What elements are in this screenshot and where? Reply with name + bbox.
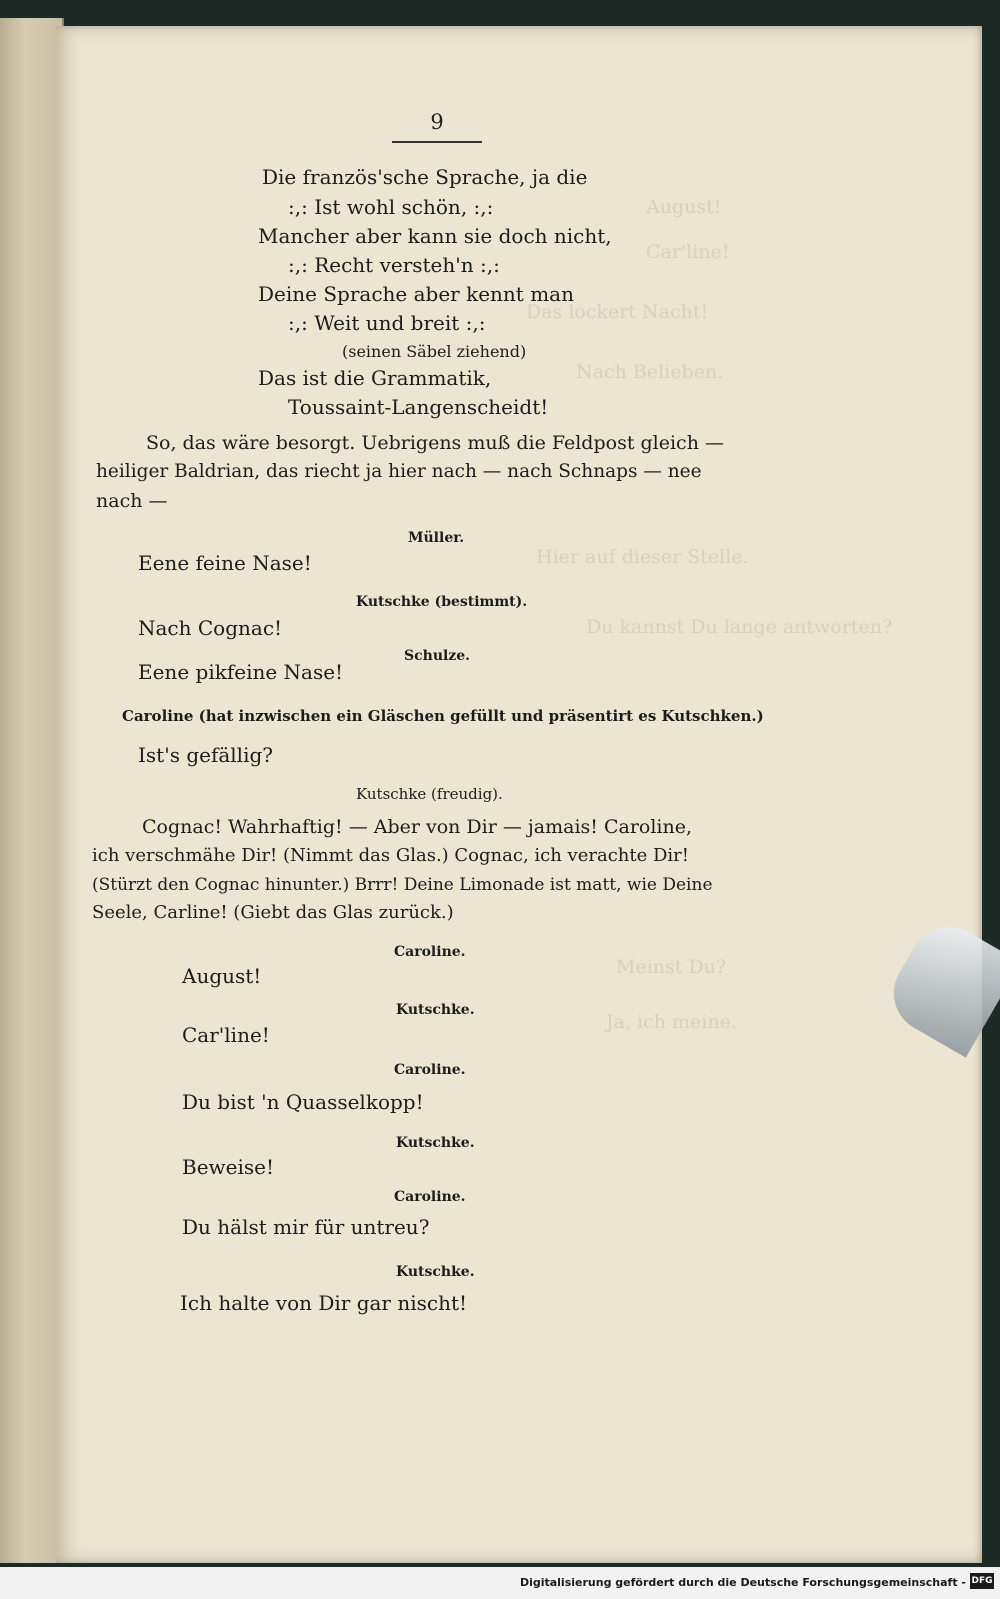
prose-line: Cognac! Wahrhaftig! — Aber von Dir — jamais! Caroline, (142, 816, 693, 838)
verse-line: :,: Weit und breit :,: (288, 311, 486, 335)
dialogue-line: Car'line! (182, 1023, 270, 1047)
dialogue-line: Eene pikfeine Nase! (138, 660, 344, 684)
bleed-through: Car'line! (646, 241, 730, 263)
verse-line: Mancher aber kann sie doch nicht, (258, 224, 612, 248)
prose-line: So, das wäre besorgt. Uebrigens muß die Feldpost gleich — (146, 432, 724, 454)
bleed-through: Meinst Du? (616, 956, 727, 978)
book-page (56, 26, 982, 1563)
speaker-name: Caroline. (394, 944, 466, 960)
verse-line: Das ist die Grammatik, (258, 366, 492, 390)
verse-line: Deine Sprache aber kennt man (258, 282, 574, 306)
footer-band (0, 1567, 1000, 1599)
verse-line: :,: Ist wohl schön, :,: (288, 195, 494, 219)
verse-line: :,: Recht versteh'n :,: (288, 253, 500, 277)
page-number-rule (392, 141, 482, 143)
prose-line: (Stürzt den Cognac hinunter.) Brrr! Deine Limonade ist matt, wie Deine (92, 875, 713, 895)
dialogue-line: Du hälst mir für untreu? (182, 1215, 430, 1239)
verse-line: Toussaint-Langenscheidt! (288, 395, 549, 419)
bleed-through: August! (646, 196, 722, 218)
verse-line: Die französ'sche Sprache, ja die (262, 165, 588, 189)
dialogue-line: Ist's gefällig? (138, 743, 273, 767)
bleed-through: Das lockert Nacht! (526, 301, 709, 323)
dfg-logo[interactable]: DFG (970, 1573, 994, 1589)
speaker-name: Caroline. (394, 1189, 466, 1205)
dialogue-line: Du bist 'n Quasselkopp! (182, 1090, 424, 1114)
prose-line: ich verschmähe Dir! (Nimmt das Glas.) Cognac, ich verachte Dir! (92, 845, 690, 866)
bleed-through: Hier auf dieser Stelle. (536, 546, 749, 568)
dialogue-line: Beweise! (182, 1155, 275, 1179)
prose-line: Seele, Carline! (Giebt das Glas zurück.) (92, 902, 454, 923)
bleed-through: Nach Belieben. (576, 361, 724, 383)
dialogue-line: Nach Cognac! (138, 616, 283, 640)
stage-direction: Caroline (hat inzwischen ein Gläschen gefüllt und präsentirt es Kutschken.) (122, 707, 764, 725)
speaker-name: Kutschke (freudig). (356, 785, 503, 803)
speaker-name: Schulze. (404, 648, 471, 664)
speaker-name: Müller. (408, 530, 465, 546)
footer-credit: Digitalisierung gefördert durch die Deutsche Forschungsgemeinschaft - (519, 1576, 966, 1589)
dialogue-line: Ich halte von Dir gar nischt! (180, 1291, 468, 1315)
bleed-through: Ja, ich meine. (606, 1011, 737, 1033)
speaker-name: Kutschke. (396, 1002, 475, 1018)
speaker-name: Kutschke. (396, 1135, 475, 1151)
dialogue-line: Eene feine Nase! (138, 551, 312, 575)
left-page-edge (0, 18, 64, 1563)
speaker-name: Kutschke (bestimmt). (356, 594, 528, 610)
dialogue-line: August! (182, 964, 262, 988)
prose-line: nach — (96, 490, 168, 512)
speaker-name: Kutschke. (396, 1264, 475, 1280)
stage-direction: (seinen Säbel ziehend) (342, 342, 527, 361)
page-number: 9 (430, 110, 444, 134)
speaker-name: Caroline. (394, 1062, 466, 1078)
bleed-through: Du kannst Du lange antworten? (586, 616, 893, 638)
prose-line: heiliger Baldrian, das riecht ja hier nach — nach Schnaps — nee (96, 461, 702, 482)
